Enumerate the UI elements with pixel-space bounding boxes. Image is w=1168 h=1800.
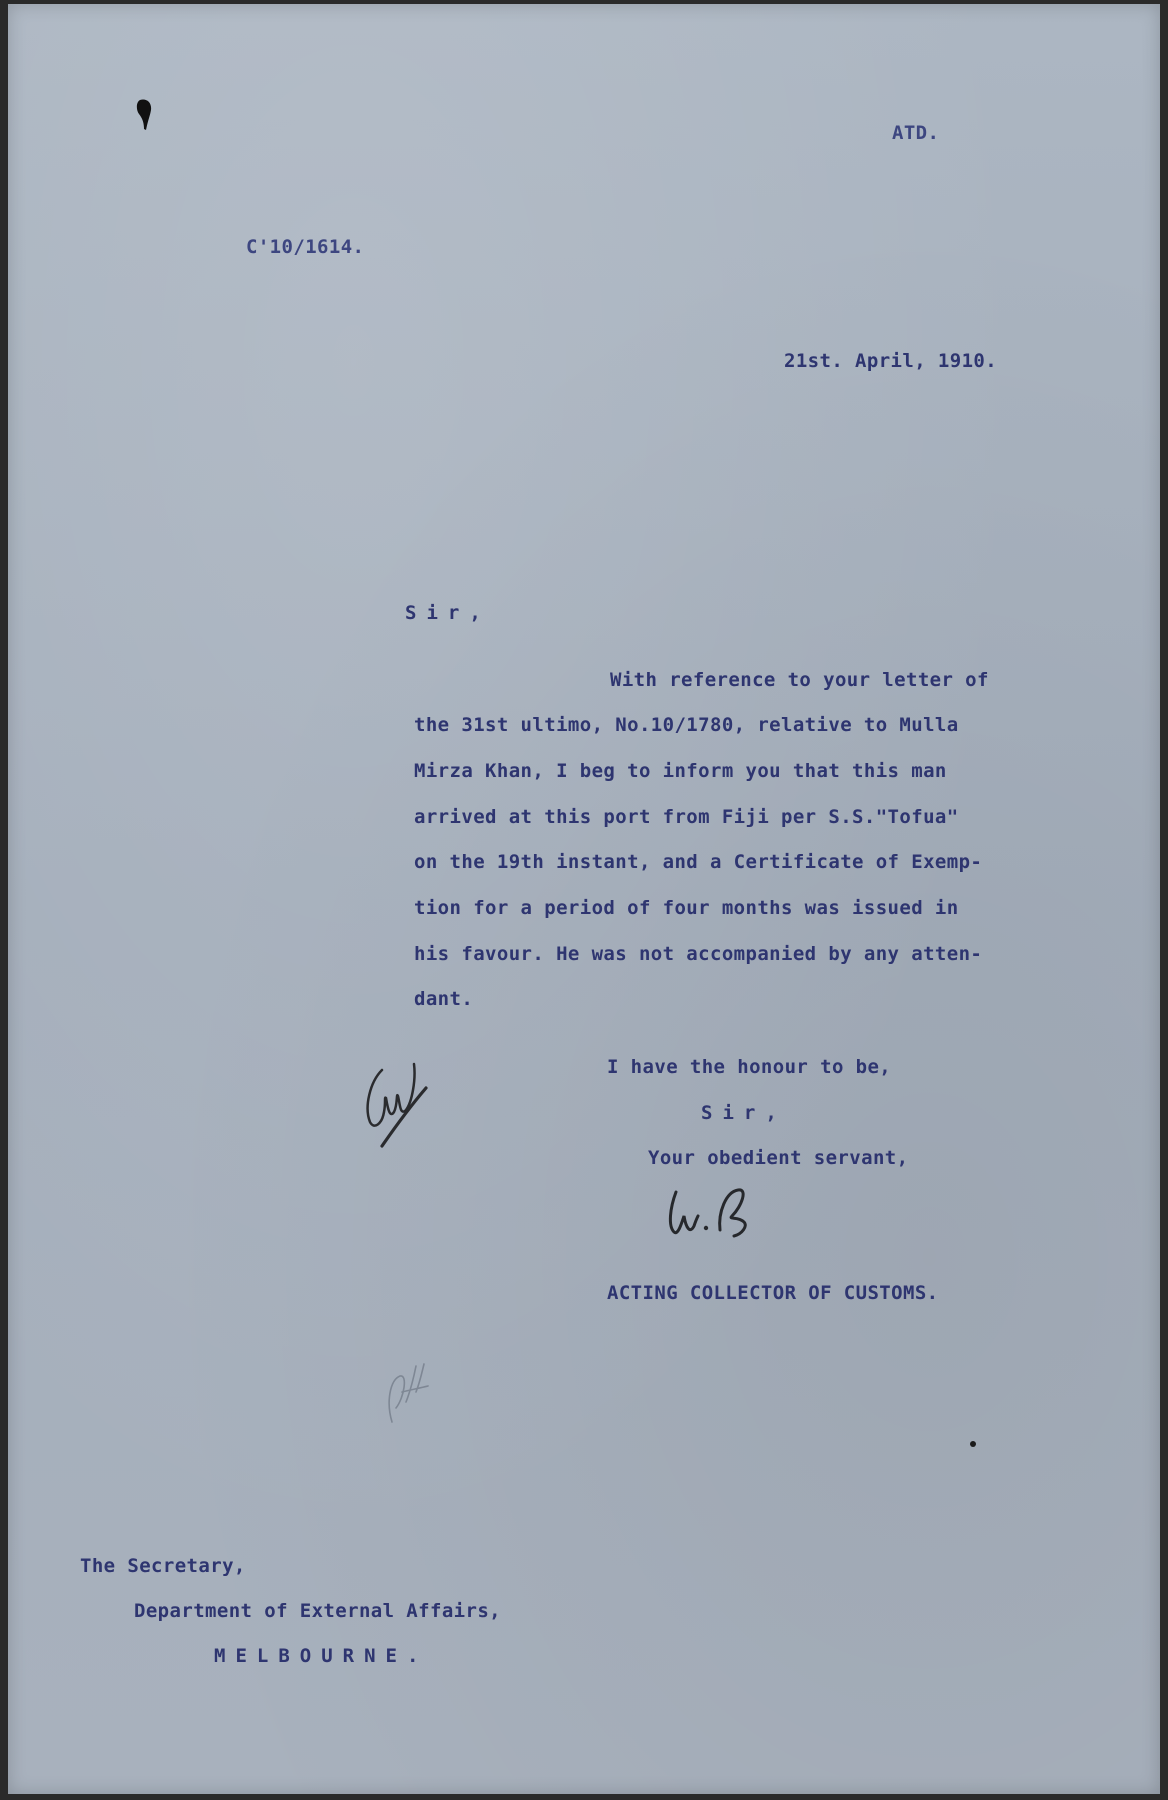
body-line: on the 19th instant, and a Certificate of Exemp- (414, 851, 983, 873)
body-line: dant. (414, 988, 474, 1010)
recipient-city: MELBOURNE. (214, 1645, 429, 1667)
letter-date: 21st. April, 1910. (784, 350, 998, 372)
handwritten-initials-signature (360, 1052, 440, 1157)
body-line: Mirza Khan, I beg to inform you that this man (414, 760, 947, 782)
letter-page (8, 4, 1160, 1794)
signatory-title: ACTING COLLECTOR OF CUSTOMS. (607, 1282, 939, 1304)
handwritten-signature (662, 1182, 782, 1257)
body-line: his favour. He was not accompanied by any atten- (414, 943, 983, 965)
body-line: tion for a period of four months was issued in (414, 897, 959, 919)
closing-line: I have the honour to be, (607, 1056, 892, 1078)
recipient-department: Department of External Affairs, (134, 1600, 502, 1622)
body-line: With reference to your letter of (610, 669, 989, 691)
file-mark: ATD. (892, 122, 940, 144)
recipient-name: The Secretary, (80, 1555, 246, 1577)
ink-speck (968, 1436, 978, 1454)
closing-salutation: Sir, (701, 1102, 787, 1124)
closing-servant: Your obedient servant, (648, 1147, 909, 1169)
faint-pencil-initials (380, 1352, 440, 1437)
body-line: the 31st ultimo, No.10/1780, relative to Mulla (414, 714, 959, 736)
reference-number: C'10/1614. (246, 236, 365, 258)
salutation: Sir, (405, 602, 491, 624)
body-line: arrived at this port from Fiji per S.S."Tofua" (414, 806, 959, 828)
ink-blot-mark (136, 98, 154, 132)
